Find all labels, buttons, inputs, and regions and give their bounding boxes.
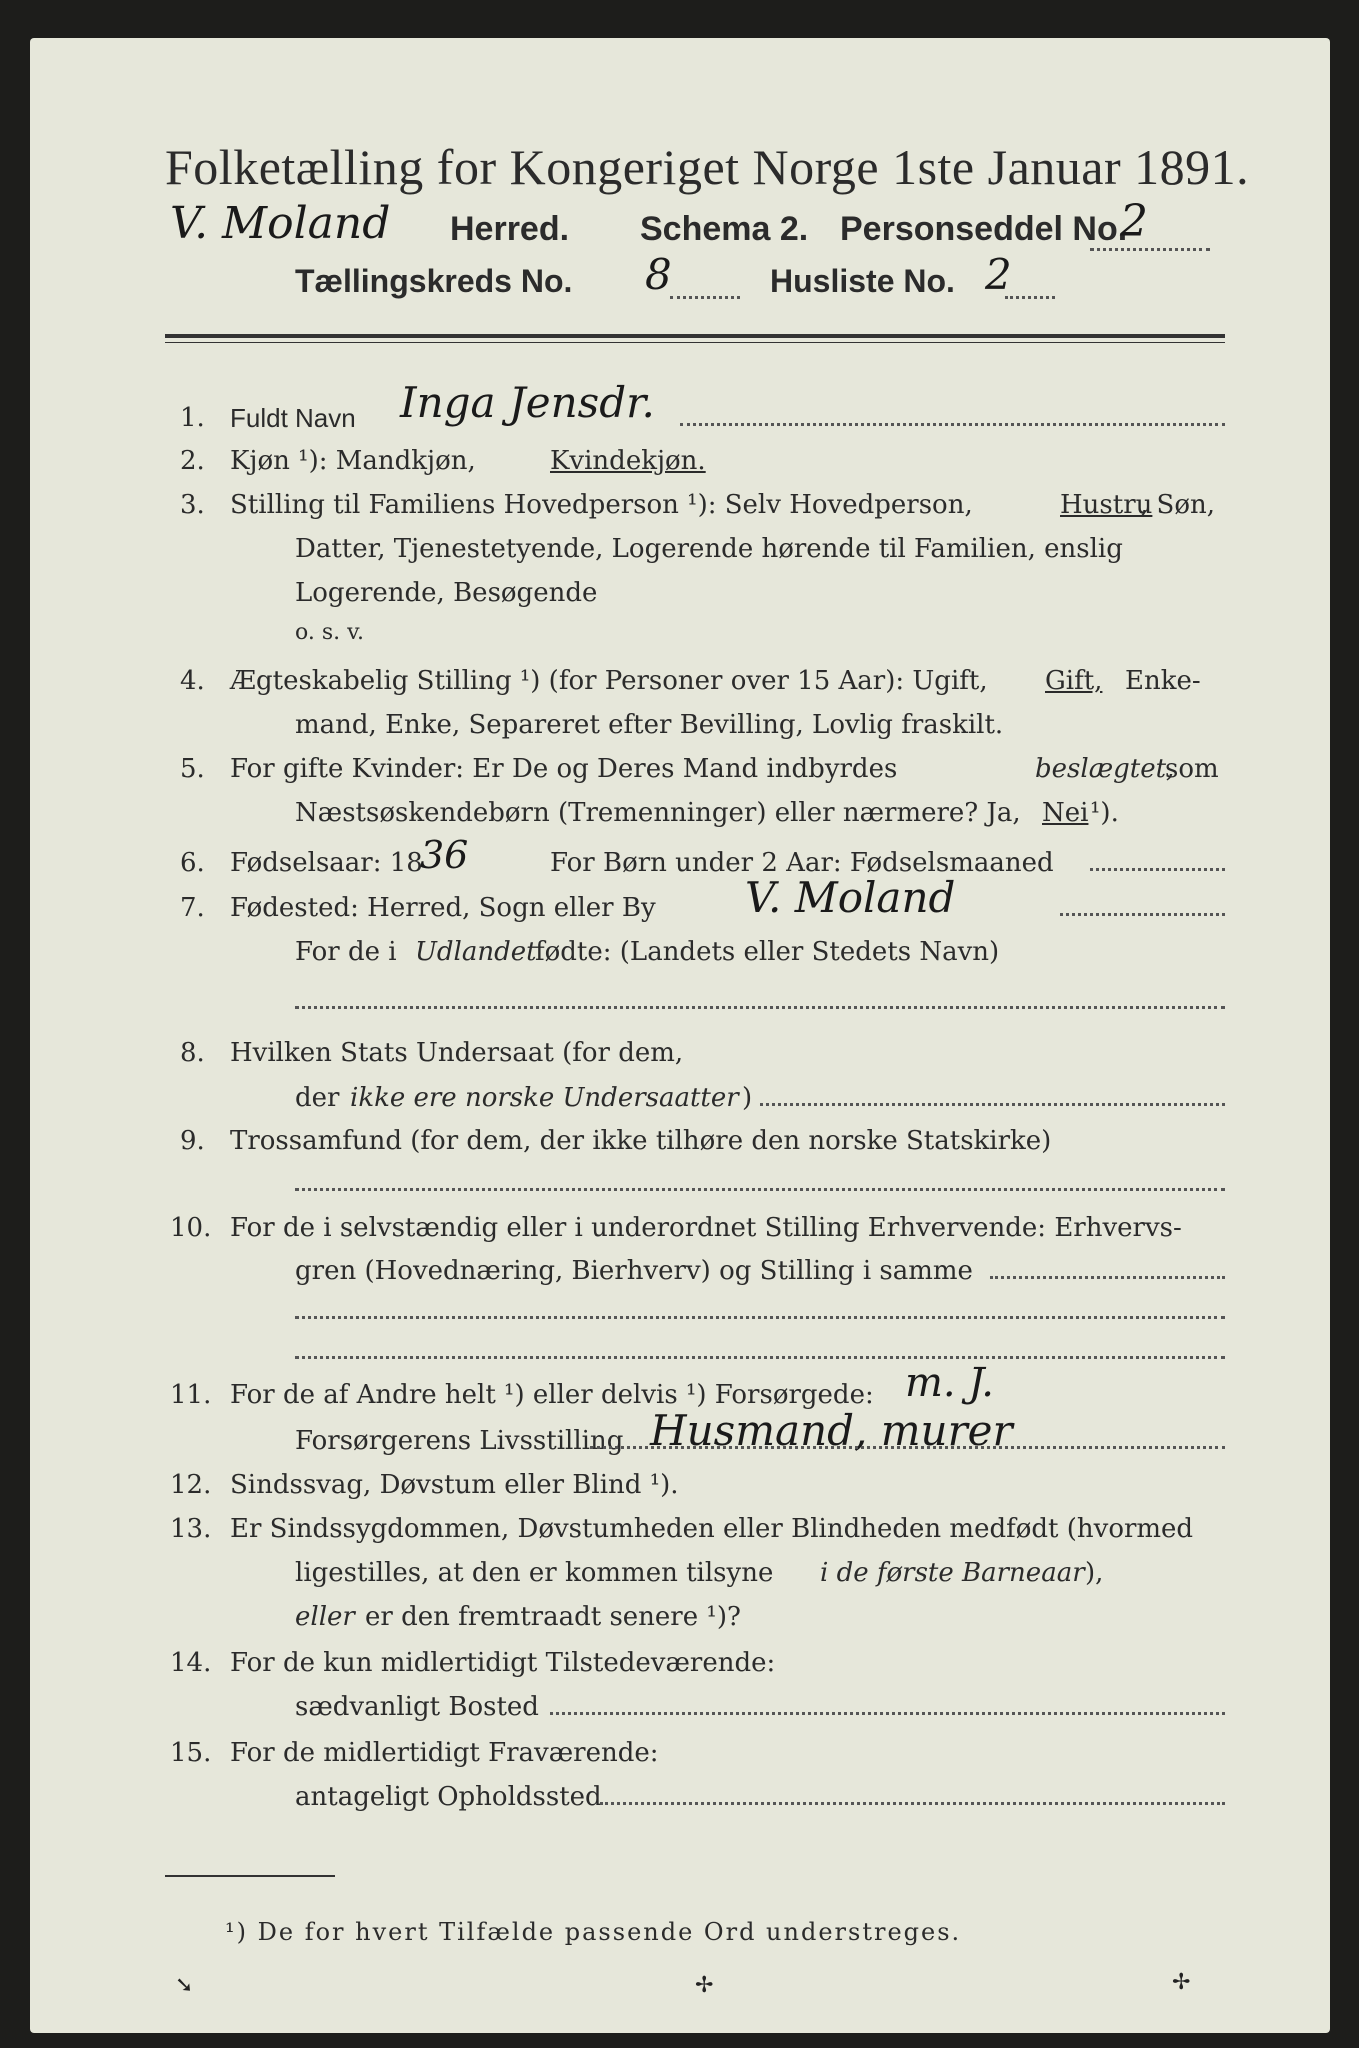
item-line: Næstsøskendebørn (Tremenninger) eller nærmere? Ja,	[295, 798, 1021, 828]
registration-mark-icon: ✢	[695, 1973, 714, 1998]
underlined-answer: Kvindekjøn.	[550, 446, 706, 476]
item-number: 12.	[170, 1470, 212, 1500]
underlined-answer: Hustru	[1060, 490, 1153, 520]
kreds-number: 8	[645, 250, 672, 299]
item-label: For gifte Kvinder: Er De og Deres Mand indbyrdes	[230, 754, 898, 784]
dots	[295, 1316, 1225, 1319]
item-label: Trossamfund (for dem, der ikke tilhøre den norske Statskirke)	[230, 1126, 1052, 1156]
herred-label: Herred.	[450, 210, 570, 248]
husliste-number: 2	[985, 250, 1012, 299]
underlined-answer: Gift,	[1045, 666, 1103, 696]
item-line: ligestilles, at den er kommen tilsyne	[295, 1558, 774, 1588]
item-rest: Enke-	[1125, 666, 1201, 696]
footnote-rule	[165, 1875, 335, 1877]
item-number: 7.	[180, 893, 205, 923]
item-label: Fødselsaar: 18	[230, 848, 423, 878]
dots	[600, 1802, 1225, 1805]
italic-word: beslægtet,	[1035, 754, 1175, 784]
dots	[295, 1188, 1225, 1191]
item-label: Fuldt Navn	[230, 403, 356, 433]
provider-occupation-value: Husmand, murer	[650, 1406, 1013, 1455]
census-form-page	[30, 38, 1330, 2033]
item-label: Stilling til Familiens Hovedperson ¹): Selv Hovedperson,	[230, 490, 973, 520]
supported-value: m. J.	[905, 1360, 995, 1406]
dots	[760, 1103, 1225, 1106]
dots	[680, 423, 1225, 426]
dots	[1090, 868, 1225, 871]
item-rest: ¹).	[1090, 798, 1119, 828]
item-number: 3.	[180, 490, 205, 520]
header-rule	[165, 334, 1225, 338]
item-label: Hvilken Stats Undersaat (for dem,	[230, 1038, 684, 1068]
underlined-answer: Nei	[1042, 798, 1089, 828]
item-label: Fødested: Herred, Sogn eller By	[230, 893, 656, 923]
personseddel-dots	[1090, 248, 1210, 251]
item-label: For de af Andre helt ¹) eller delvis ¹) Forsørgede:	[230, 1380, 874, 1410]
item-number: 2.	[180, 446, 205, 476]
item-line: mand, Enke, Separeret efter Bevilling, Lovlig fraskilt.	[295, 710, 1004, 740]
dots	[550, 1712, 1225, 1715]
italic-word: eller	[295, 1602, 355, 1632]
item-line: antageligt Opholdssted	[295, 1782, 602, 1812]
item-label: For de i selvstændig eller i underordnet Stilling Erhvervende: Erhvervs-	[230, 1213, 1182, 1243]
dots	[295, 1006, 1225, 1009]
dots	[295, 1356, 1225, 1359]
item-label: For de kun midlertidigt Tilstedeværende:	[230, 1648, 776, 1678]
item-line: Logerende, Besøgende	[295, 578, 598, 608]
item-label: Sindssvag, Døvstum eller Blind ¹).	[230, 1470, 679, 1500]
footnote: ¹) De for hvert Tilfælde passende Ord understreges.	[225, 1918, 962, 1946]
item-number: 6.	[180, 848, 205, 878]
item-rest: som	[1165, 754, 1219, 784]
item-line: Datter, Tjenestetyende, Logerende hørende til Familien, enslig	[295, 534, 1123, 564]
item-rest: )	[742, 1083, 753, 1113]
item-number: 10.	[170, 1213, 212, 1243]
item-rest: fødte: (Landets eller Stedets Navn)	[535, 937, 1000, 967]
personseddel-number: 2	[1120, 196, 1148, 247]
registration-mark-icon: ➘	[175, 1973, 194, 1998]
item-label: Kjøn ¹): Mandkjøn,	[230, 446, 476, 476]
item-rest: , Søn,	[1140, 490, 1216, 520]
item-line: sædvanligt Bosted	[295, 1692, 539, 1722]
birthplace-value: V. Moland	[745, 873, 956, 922]
personseddel-label: Personseddel No.	[840, 210, 1128, 248]
item-number: 4.	[180, 666, 205, 696]
italic-word: Udlandet	[415, 937, 537, 967]
item-line: o. s. v.	[295, 620, 364, 645]
item-number: 14.	[170, 1648, 212, 1678]
item-number: 13.	[170, 1514, 212, 1544]
form-title: Folketælling for Kongeriget Norge 1ste Januar 1891.	[165, 139, 1250, 195]
kreds-label: Tællingskreds No.	[295, 263, 573, 299]
item-number: 11.	[170, 1380, 212, 1410]
birth-year-value: 36	[420, 833, 469, 877]
kreds-dots	[670, 296, 740, 299]
item-rest: For Børn under 2 Aar: Fødselsmaaned	[550, 848, 1054, 878]
item-line: er den fremtraadt senere ¹)?	[365, 1602, 741, 1632]
item-rest: ),	[1085, 1558, 1104, 1588]
husliste-label: Husliste No.	[770, 263, 955, 299]
husliste-dots	[1005, 296, 1055, 299]
registration-mark-icon: ✢	[1172, 1970, 1191, 1995]
dots	[590, 1446, 1225, 1449]
item-number: 1.	[180, 403, 205, 433]
header-rule-thin	[165, 342, 1225, 343]
item-number: 9.	[180, 1126, 205, 1156]
item-label: Er Sindssygdommen, Døvstumheden eller Blindheden medfødt (hvormed	[230, 1514, 1194, 1544]
item-label: For de midlertidigt Fraværende:	[230, 1738, 659, 1768]
item-label: Ægteskabelig Stilling ¹) (for Personer over 15 Aar): Ugift,	[230, 666, 988, 696]
dots	[1060, 913, 1225, 916]
item-line: For de i	[295, 937, 397, 967]
item-line: der	[295, 1083, 340, 1113]
item-number: 8.	[180, 1038, 205, 1068]
schema-label: Schema 2.	[640, 210, 809, 248]
item-line: Forsørgerens Livsstilling	[295, 1426, 624, 1456]
full-name-value: Inga Jensdr.	[400, 378, 655, 427]
item-number: 15.	[170, 1738, 212, 1768]
item-number: 5.	[180, 754, 205, 784]
herred-value: V. Moland	[170, 198, 391, 249]
item-line: gren (Hovednæring, Bierhverv) og Stilling i samme	[295, 1256, 973, 1286]
italic-word: ikke ere norske Undersaatter	[350, 1083, 739, 1113]
dots	[990, 1276, 1225, 1279]
italic-word: i de første Barneaar	[820, 1558, 1085, 1588]
